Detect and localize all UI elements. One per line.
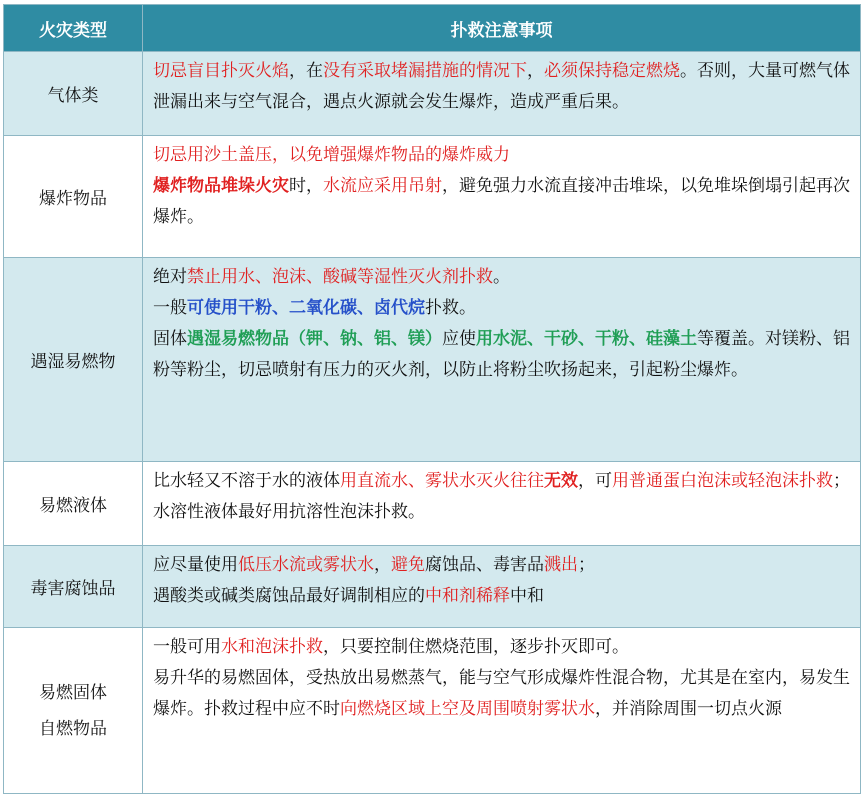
header-precautions: 扑救注意事项 [143, 5, 861, 52]
precautions-wet-reactive [143, 258, 861, 462]
text-segment: 无效 [544, 471, 578, 491]
table-row-wet-reactive [4, 258, 861, 462]
text-segment: 必须保持稳定燃烧 [544, 61, 680, 81]
table-row-toxic-corrosive [4, 546, 861, 628]
precautions-gas [143, 52, 861, 136]
text-segment: ， [374, 555, 391, 575]
text-segment: 。 [493, 267, 510, 287]
text-segment: 中和 [510, 586, 544, 606]
text-segment: ； [578, 555, 595, 575]
precautions-flammable-liquid [143, 462, 861, 546]
text-segment: 固体 [153, 329, 187, 349]
text-segment: 用水泥、干砂、干粉、硅藻土 [476, 329, 697, 349]
header-fire-type: 火灾类型 [4, 5, 143, 52]
precautions-toxic-corrosive [143, 546, 861, 628]
text-segment: 一般可用 [153, 637, 221, 657]
fire-safety-table [3, 4, 861, 794]
text-segment: 向燃烧区域上空及周围喷射雾状水 [340, 699, 595, 719]
paragraph [153, 140, 850, 171]
text-segment: 遇湿易燃物品（钾、钠、铝、镁） [187, 329, 442, 349]
text-segment: 绝对 [153, 267, 187, 287]
text-segment: 爆炸物品堆垛火灾 [153, 176, 289, 196]
category-toxic-corrosive: 毒害腐蚀品 [4, 546, 143, 628]
text-segment: 低压水流或雾状水 [238, 555, 374, 575]
category-label: 易燃固体 [39, 682, 107, 703]
table-row-gas [4, 52, 861, 136]
text-segment: 水流应采用吊射 [323, 176, 442, 196]
text-segment: 。否则，大量可燃气体泄漏出来与空气混合，遇点火源就会发生爆炸，造成严重后果。 [153, 61, 850, 112]
category-explosive: 爆炸物品 [4, 136, 143, 258]
text-segment: 切忌盲目扑灭火焰 [153, 61, 289, 81]
table-header-row [4, 5, 861, 52]
category-gas: 气体类 [4, 52, 143, 136]
category-wet-reactive: 遇湿易燃物 [4, 258, 143, 462]
text-segment: ，避免强力水流直接冲击堆垛，以免堆垛倒塌引起再次爆炸。 [153, 176, 850, 227]
paragraph [153, 324, 850, 386]
precautions-explosive [143, 136, 861, 258]
text-segment: ，只要控制住燃烧范围，逐步扑灭即可。 [323, 637, 629, 657]
table-row-flammable-solid [4, 628, 861, 794]
text-segment: 应使 [442, 329, 476, 349]
text-segment: 用直流水、雾状水灭火往往 [340, 471, 544, 491]
text-segment: 没有采取堵漏措施的情况下 [323, 61, 527, 81]
precautions-flammable-solid [143, 628, 861, 794]
category-label: 自燃物品 [39, 718, 107, 739]
text-segment: 应尽量使用 [153, 555, 238, 575]
text-segment: 禁止用水、泡沫、酸碱等湿性灭火剂扑救 [187, 267, 493, 287]
text-segment: 遇酸类或碱类腐蚀品最好调制相应的 [153, 586, 425, 606]
text-segment: 可使用干粉、二氧化碳、卤代烷 [187, 298, 425, 318]
text-segment: 腐蚀品、毒害品 [425, 555, 544, 575]
paragraph [153, 581, 850, 612]
text-segment: 用普通蛋白泡沫或轻泡沫扑救 [612, 471, 833, 491]
paragraph [153, 293, 850, 324]
text-segment: 扑救。 [425, 298, 476, 318]
text-segment: 比水轻又不溶于水的液体 [153, 471, 340, 491]
text-segment: ，在 [289, 61, 323, 81]
paragraph [153, 550, 850, 581]
paragraph [153, 663, 850, 725]
text-segment: 等覆盖。对镁粉、铝粉等粉尘，切忌喷射有压力的灭火剂，以防止将粉尘吹扬起来，引起粉尘爆炸。 [153, 329, 850, 380]
text-segment: 避免 [391, 555, 425, 575]
text-segment: 时， [289, 176, 323, 196]
text-segment: 一般 [153, 298, 187, 318]
text-segment: 水和泡沫扑救 [221, 637, 323, 657]
text-segment: ，并消除周围一切点火源 [595, 699, 782, 719]
paragraph [153, 171, 850, 233]
table-row-flammable-liquid [4, 462, 861, 546]
text-segment: 易升华的易燃固体，受热放出易燃蒸气，能与空气形成爆炸性混合物，尤其是在室内，易发生爆炸。扑救过程中应不时 [153, 668, 850, 719]
category-flammable-liquid: 易燃液体 [4, 462, 143, 546]
text-segment: ，可 [578, 471, 612, 491]
category-flammable-solid [4, 628, 143, 794]
text-segment: ；水溶性液体最好用抗溶性泡沫扑救。 [153, 471, 850, 522]
text-segment: 切忌用沙土盖压，以免增强爆炸物品的爆炸威力 [153, 145, 510, 165]
table-row-explosive [4, 136, 861, 258]
paragraph [153, 262, 850, 293]
paragraph [153, 632, 850, 663]
text-segment: 溅出 [544, 555, 578, 575]
text-segment: ， [527, 61, 544, 81]
text-segment: 中和剂稀释 [425, 586, 510, 606]
